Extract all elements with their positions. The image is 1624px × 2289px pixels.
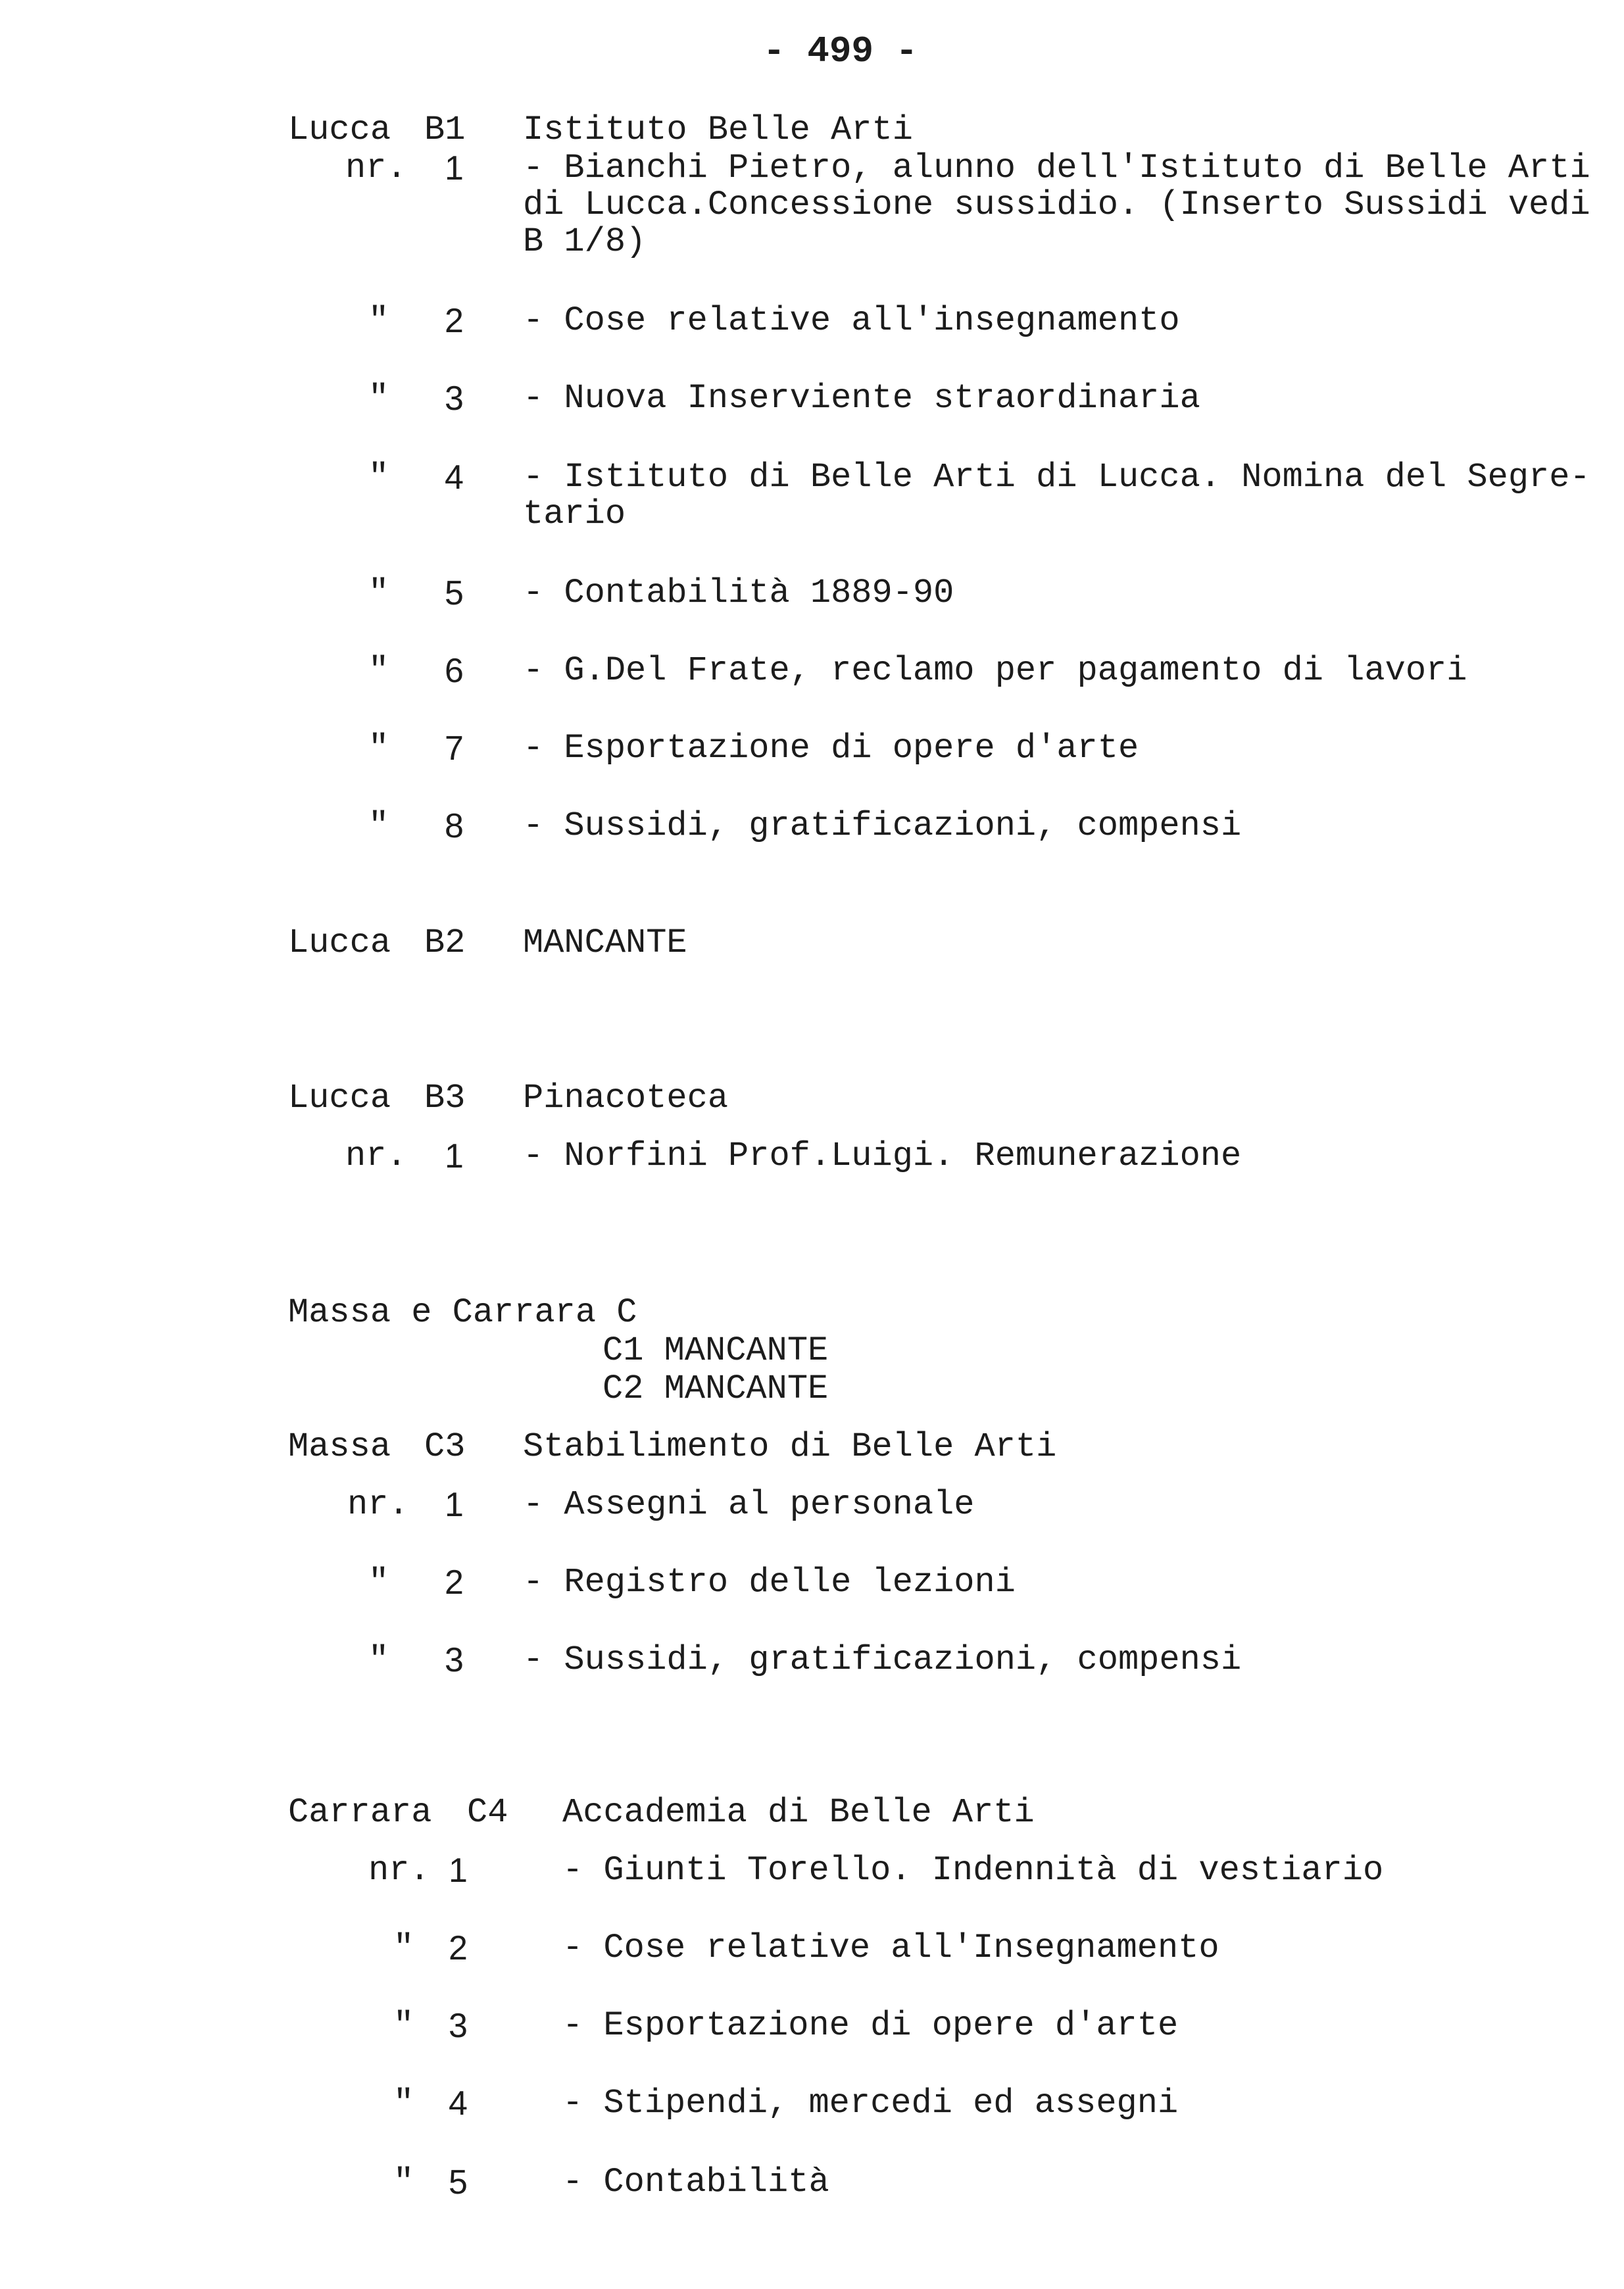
c-sub-1: C1 MANCANTE [603,1331,829,1370]
c3-item-1-num: 1 [445,1486,464,1524]
b1-item-8-num: 8 [445,807,464,845]
b1-item-4-mark: " [368,458,389,497]
c4-item-5-line-1: - Contabilità [562,2163,829,2202]
b1-item-1-num: 1 [445,149,464,187]
c3-item-3-mark: " [368,1640,389,1679]
b1-item-3-line-1: - Nuova Inserviente straordinaria [523,379,1200,418]
c4-item-2-line-1: - Cose relative all'Insegnamento [562,1929,1219,1967]
c-header: Massa e Carrara C [288,1293,637,1332]
b1-item-7-mark: " [368,729,389,768]
c3-item-3-line-1: - Sussidi, gratificazioni, compensi [523,1640,1242,1679]
b1-code: B1 [424,111,466,149]
c4-item-4-num: 4 [449,2084,468,2123]
b1-item-6-line-1: - G.Del Frate, reclamo per pagamento di lavori [523,651,1467,690]
b3-item-1-line-1: - Norfini Prof.Luigi. Remunerazione [523,1137,1242,1175]
b2-code: B2 [424,923,466,962]
c4-item-1-line-1: - Giunti Torello. Indennità di vestiario [562,1851,1384,1890]
c4-item-5-num: 5 [449,2163,468,2202]
c4-item-5-mark: " [393,2163,414,2202]
b1-item-8-mark: " [368,806,389,845]
b3-location: Lucca [288,1079,391,1118]
c4-item-3-num: 3 [449,2007,468,2045]
b1-item-6-mark: " [368,651,389,690]
c3-title: Stabilimento di Belle Arti [523,1427,1057,1466]
c3-nr-label: nr. [347,1485,409,1524]
c4-item-3-mark: " [393,2006,414,2045]
b1-item-1-line-1: - Bianchi Pietro, alunno dell'Istituto di Belle Arti [523,149,1590,187]
b1-location: Lucca [288,111,391,149]
c-sub-2: C2 MANCANTE [603,1369,829,1408]
c4-item-2-mark: " [393,1929,414,1967]
b1-item-2-mark: " [368,301,389,340]
b1-item-5-mark: " [368,574,389,612]
c3-item-2-mark: " [368,1563,389,1602]
c4-item-4-mark: " [393,2084,414,2123]
b1-item-3-num: 3 [445,380,464,418]
c3-item-2-num: 2 [445,1563,464,1602]
b1-title: Istituto Belle Arti [523,111,913,149]
c4-location: Carrara [288,1793,432,1832]
b1-item-1-line-3: B 1/8) [523,222,647,261]
c3-item-3-num: 3 [445,1641,464,1679]
b2-location: Lucca [288,923,391,962]
c4-item-4-line-1: - Stipendi, mercedi ed assegni [562,2084,1179,2123]
b1-item-2-num: 2 [445,302,464,340]
c4-title: Accademia di Belle Arti [562,1793,1035,1832]
b1-item-7-line-1: - Esportazione di opere d'arte [523,729,1139,768]
b1-item-8-line-1: - Sussidi, gratificazioni, compensi [523,806,1242,845]
b1-item-5-line-1: - Contabilità 1889-90 [523,574,954,612]
c3-code: C3 [424,1427,466,1466]
c4-code: C4 [467,1793,508,1832]
b1-item-2-line-1: - Cose relative all'insegnamento [523,301,1180,340]
b3-item-1-num: 1 [445,1137,464,1175]
b3-nr-label: nr. [345,1137,407,1175]
c3-location: Massa [288,1427,391,1466]
c4-nr-label: nr. [368,1851,430,1890]
b1-item-4-num: 4 [445,458,464,497]
b1-item-5-num: 5 [445,574,464,612]
b2-title: MANCANTE [523,923,687,962]
c3-item-2-line-1: - Registro delle lezioni [523,1563,1016,1602]
c3-item-1-line-1: - Assegni al personale [523,1485,975,1524]
c4-item-3-line-1: - Esportazione di opere d'arte [562,2006,1179,2045]
b1-item-6-num: 6 [445,652,464,690]
b3-title: Pinacoteca [523,1079,729,1118]
page-number: - 499 - [763,30,918,72]
b1-item-4-line-1: - Istituto di Belle Arti di Lucca. Nomina del Segre- [523,458,1590,497]
b1-item-1-line-2: di Lucca.Concessione sussidio. (Inserto Sussidi vedi [523,185,1590,224]
b1-item-4-line-2: tario [523,495,626,533]
b3-code: B3 [424,1079,466,1118]
b1-nr-label: nr. [345,149,407,187]
c4-item-1-num: 1 [449,1852,468,1890]
c4-item-2-num: 2 [449,1929,468,1967]
b1-item-7-num: 7 [445,729,464,768]
b1-item-3-mark: " [368,379,389,418]
